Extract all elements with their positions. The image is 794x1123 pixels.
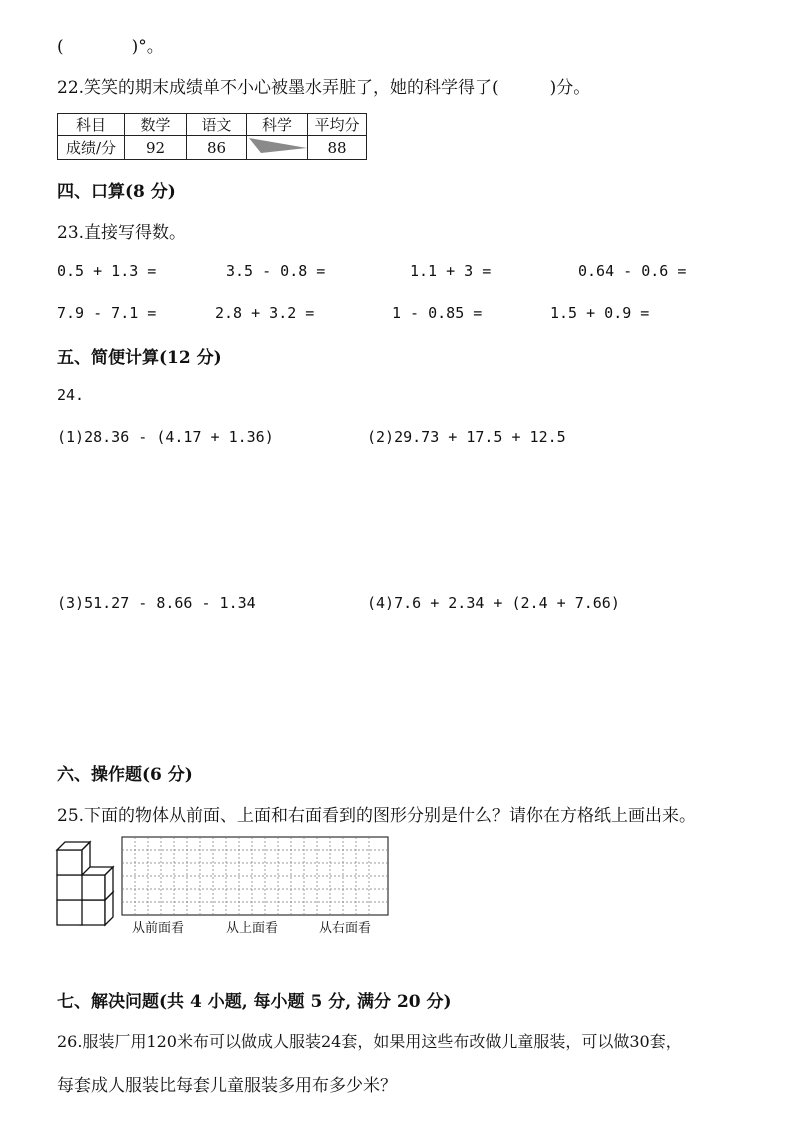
oral-item: 1.1 + 3 = (410, 262, 492, 280)
oral-item: 2.8 + 3.2 = (215, 304, 315, 322)
calc-item: (2)29.73 + 17.5 + 12.5 (367, 428, 566, 446)
table-header-cell: 语文 (187, 114, 247, 136)
table-cell: 86 (187, 136, 247, 160)
oral-item: 1.5 + 0.9 = (550, 304, 650, 322)
oral-item: 3.5 - 0.8 = (226, 262, 326, 280)
calc-item: (3)51.27 - 8.66 - 1.34 (57, 594, 256, 612)
question-25-text: 25.下面的物体从前面、上面和右面看到的图形分别是什么？请你在方格纸上画出来。 (57, 806, 697, 826)
table-header-cell: 数学 (125, 114, 187, 136)
question-23-text: 23.直接写得数。 (57, 223, 187, 243)
oral-item: 7.9 - 7.1 = (57, 304, 157, 322)
table-cell: 92 (125, 136, 187, 160)
ink-blot-icon (247, 136, 307, 155)
question-24-label: 24. (57, 386, 85, 404)
section-5-title: 五、简便计算(12 分) (57, 348, 222, 368)
question-26-line-2: 每套成人服装比每套儿童服装多用布多少米？ (57, 1076, 397, 1096)
question-22-text: 22.笑笑的期末成绩单不小心被墨水弄脏了，她的科学得了( )分。 (57, 78, 591, 98)
section-7-title: 七、解决问题(共 4 小题, 每小题 5 分, 满分 20 分) (57, 992, 452, 1012)
table-header-cell: 科学 (247, 114, 308, 136)
grid-paper (121, 836, 389, 916)
table-row (58, 114, 367, 136)
table-header-cell: 科目 (58, 114, 125, 136)
calc-item: (1)28.36 - (4.17 + 1.36) (57, 428, 274, 446)
caption-front-view: 从前面看 (132, 921, 185, 936)
score-table (57, 113, 367, 160)
cube-stack-figure (55, 838, 115, 928)
section-4-title: 四、口算(8 分) (57, 182, 176, 202)
table-cell: 88 (308, 136, 367, 160)
oral-item: 0.64 - 0.6 = (578, 262, 687, 280)
caption-right-view: 从右面看 (319, 921, 372, 936)
table-header-cell: 平均分 (308, 114, 367, 136)
ink-blot-cell (247, 136, 308, 160)
section-6-title: 六、操作题(6 分) (57, 765, 193, 785)
oral-item: 0.5 + 1.3 = (57, 262, 157, 280)
caption-top-view: 从上面看 (226, 921, 279, 936)
table-row (58, 136, 367, 160)
oral-item: 1 - 0.85 = (392, 304, 483, 322)
table-row-label: 成绩/分 (58, 136, 125, 160)
question-26-line-1: 26.服装厂用120米布可以做成人服装24套，如果用这些布改做儿童服装，可以做30套， (57, 1032, 682, 1051)
calc-item: (4)7.6 + 2.34 + (2.4 + 7.66) (367, 594, 620, 612)
previous-question-tail: ( )°。 (57, 37, 164, 57)
